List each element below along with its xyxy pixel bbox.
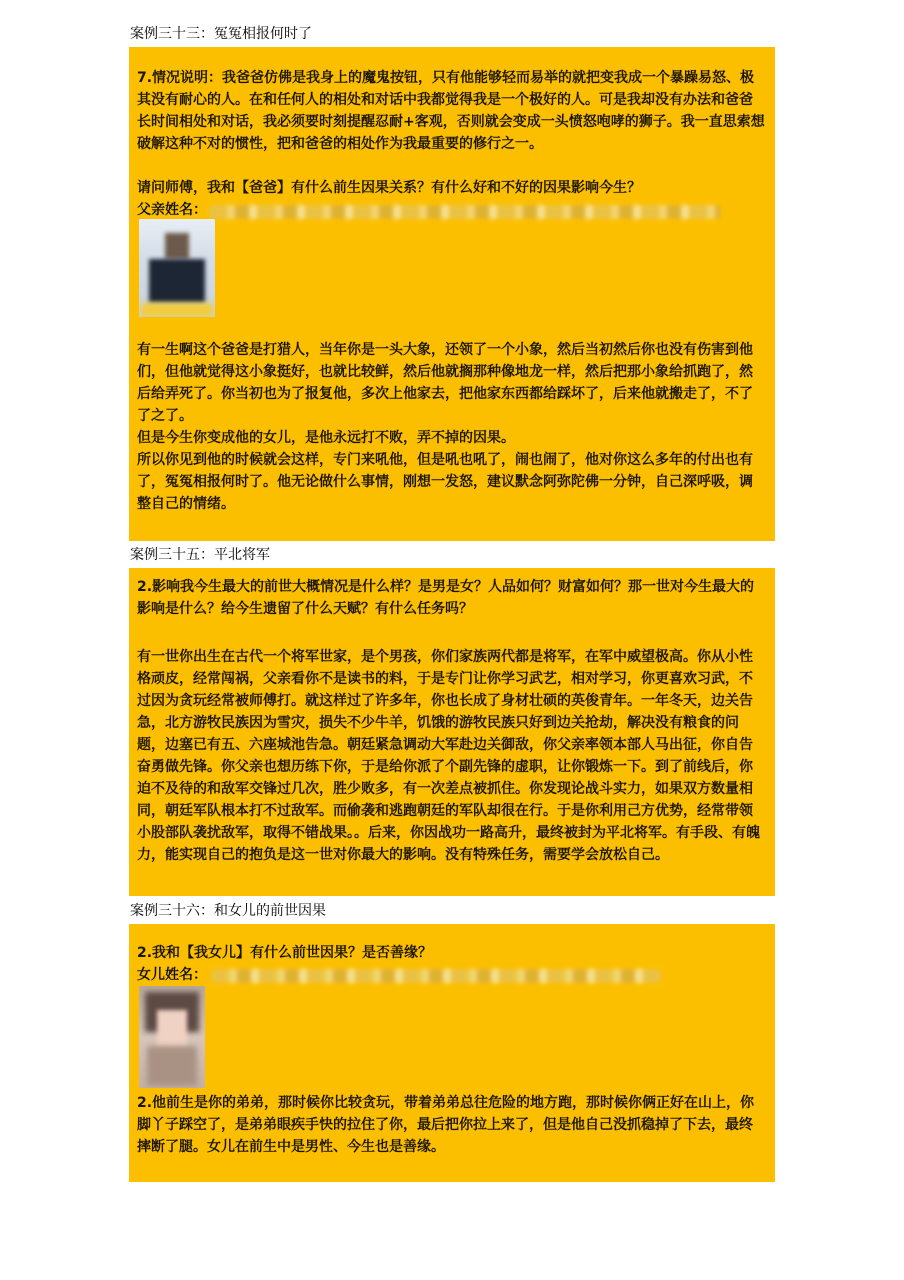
case33-answer: 有一生啊这个爸爸是打猎人，当年你是一头大象，还领了一个小象，然后当初然后你也没有伤害到他们，但他就觉得这小象挺好，也就比较鲜，然后他就搁那种像地龙一样，然后把那小象给抓跑了，然后给弄死了。你当初也为了报复他，多次上他家去，把他家东西都给踩坏了，后来他就搬走了，不了了之了。 但是今生你变成他的女儿，是他永远打不败，弄不掉的因果。 所以你见到他的时候就会这样，专门来吼他，但是吼也吼了，闹也闹了，他对你这么多年的付出也有了，冤冤相报何时了。他无论做什么事情，刚想一发怒，建议默念阿弥陀佛一分钟，自己深呼吸，调整自己的情绪。 xyxy=(137,342,753,512)
case33-name-label: 父亲姓名： xyxy=(137,202,207,218)
case35-question: 2.影响我今生最大的前世大概情况是什么样？是男是女？人品如何？财富如何？那一世对今生最大的影响是什么？给今生遗留了什么天赋？有什么任务吗？ xyxy=(137,579,755,617)
case36-question: 2.我和【我女儿】有什么前世因果？是否善缘？ xyxy=(137,945,433,961)
case36-name-redacted xyxy=(211,969,661,983)
case33-heading: 案例三十三：冤冤相报何时了 xyxy=(130,26,312,42)
case35-answer: 有一世你出生在古代一个将军世家，是个男孩，你们家族两代都是将军，在军中威望极高。你从小性格顽皮，经常闯祸，父亲看你不是读书的料，于是专门让你学习武艺，相对学习，你更喜欢习武，不过因为贪玩经常被师傅打。就这样过了许多年，你也长成了身材壮硕的英俊青年。一年冬天，边关告急，北方游牧民族因为雪灾，损失不少牛羊，饥饿的游牧民族只好到边关抢劫，解决没有粮食的问题，边塞已有五、六座城池告急。朝廷紧急调动大军赴边关御敌，你父亲率领本部人马出征，你自告奋勇做先锋。你父亲也想历练下你，于是给你派了个副先锋的虚职，让你锻炼一下。到了前线后，你迫不及待的和敌军交锋过几次，胜少败多，有一次差点被抓住。你发现论战斗实力，如果双方数量相同，朝廷军队根本打不过敌军。而偷袭和逃跑朝廷的军队却很在行。于是你利用己方优势，经常带领小股部队袭扰敌军，取得不错战果。。后来，你因战功一路高升，最终被封为平北将军。有手段、有魄力，能实现自己的抱负是这一世对你最大的影响。没有特殊任务，需要学会放松自己。 xyxy=(137,649,760,863)
case33-panel xyxy=(129,47,775,541)
case35-panel xyxy=(129,568,775,896)
case35-heading: 案例三十五：平北将军 xyxy=(130,547,270,563)
case36-name-label: 女儿姓名： xyxy=(137,967,207,983)
case36-answer: 2.他前生是你的弟弟，那时候你比较贪玩，带着弟弟总往危险的地方跑，那时候你俩正好在山上，你脚丫子踩空了，是弟弟眼疾手快的拉住了你，最后把你拉上来了，但是他自己没抓稳掉了下去，最终摔断了腿。女儿在前生中是男性、今生也是善缘。 xyxy=(137,1095,755,1155)
case36-panel xyxy=(129,924,775,1182)
daughter-photo xyxy=(139,986,205,1088)
father-photo xyxy=(139,219,215,317)
case33-name-redacted xyxy=(209,205,721,219)
case36-heading: 案例三十六：和女儿的前世因果 xyxy=(130,903,326,919)
case33-ask: 请问师傅，我和【爸爸】有什么前生因果关系？有什么好和不好的因果影响今生？ xyxy=(137,180,641,196)
case33-question: 7.情况说明：我爸爸仿佛是我身上的魔鬼按钮，只有他能够轻而易举的就把变我成一个暴躁易怒、极其没有耐心的人。在和任何人的相处和对话中我都觉得我是一个极好的人。可是我却没有办法和爸爸长时间相处和对话，我必须要时刻提醒忍耐+客观，否则就会变成一头愤怒咆哮的狮子。我一直思索想破解这种不对的惯性，把和爸爸的相处作为我最重要的修行之一。 xyxy=(137,70,765,152)
